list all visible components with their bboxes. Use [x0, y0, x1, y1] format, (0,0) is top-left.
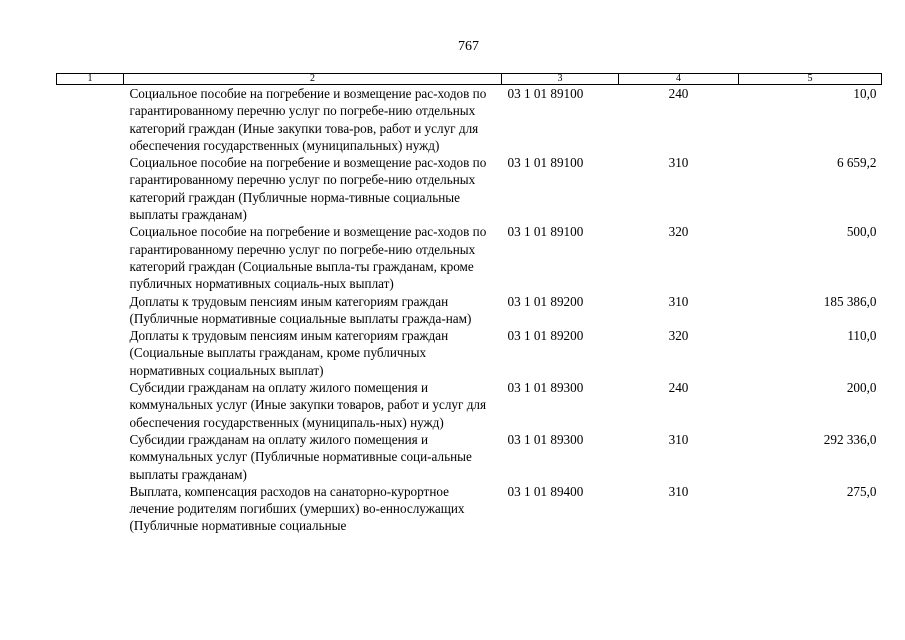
header-col-1: 1 [57, 74, 124, 85]
amount: 110,0 [847, 328, 877, 344]
table-row [57, 223, 882, 292]
expense-name: Социальное пособие на погребение и возмещение рас-ходов по гарантированному перечню услуг по погребе-нию отдельных категорий граждан (Социальные выпла-ты гражданам, кроме публичных нормативных социаль-ных выплат) [129, 224, 487, 292]
header-col-5: 5 [739, 74, 882, 85]
target-code: 03 1 01 89300 [507, 431, 584, 447]
target-code: 03 1 01 89100 [507, 86, 584, 101]
expense-name: Социальное пособие на погребение и возмещение рас-ходов по гарантированному перечню услуг по погребе-нию отдельных категорий граждан (Публичные норма-тивные социальные выплаты гражданам) [129, 155, 487, 223]
target-code: 03 1 01 89200 [507, 293, 584, 309]
expense-type: 240 [668, 380, 689, 396]
header-col-3: 3 [502, 74, 619, 85]
expense-name: Субсидии гражданам на оплату жилого помещения и коммунальных услуг (Иные закупки товаров, работ и услуг для обеспечения государственных (муниципаль-ных) нужд) [129, 380, 487, 430]
expense-type: 310 [668, 293, 689, 309]
expense-name: Социальное пособие на погребение и возмещение рас-ходов по гарантированному перечню услуг по погребе-нию отдельных категорий граждан (Иные закупки това-ров, работ и услуг для обеспечения государственных (муниципальных) нужд) [129, 86, 487, 153]
row-number-cell [57, 223, 124, 292]
expense-name: Выплата, компенсация расходов на санаторно-курортное лечение родителям погибших (умерших) во-еннослужащих (Публичные нормативные социальные [129, 483, 465, 534]
amount: 185 386,0 [823, 293, 877, 309]
budget-table [56, 73, 882, 535]
table-row [57, 327, 882, 379]
target-code: 03 1 01 89100 [507, 224, 584, 240]
expense-name: Доплаты к трудовым пенсиям иным категориям граждан (Социальные выплаты гражданам, кроме публичных нормативных социальных выплат) [129, 328, 449, 378]
expense-name: Доплаты к трудовым пенсиям иным категориям граждан (Публичные нормативные социальные выплаты гражда-нам) [129, 293, 472, 326]
header-col-4: 4 [619, 74, 739, 85]
table-row [57, 431, 882, 483]
target-code: 03 1 01 89200 [507, 328, 584, 344]
row-number-cell [57, 154, 124, 223]
amount: 500,0 [846, 224, 877, 240]
target-code: 03 1 01 89400 [507, 483, 584, 499]
amount: 275,0 [846, 483, 877, 499]
expense-type: 310 [668, 431, 689, 447]
amount: 292 336,0 [823, 431, 877, 447]
row-number-cell [57, 85, 124, 155]
row-number-cell [57, 483, 124, 535]
amount: 10,0 [853, 86, 877, 101]
table-row [57, 85, 882, 155]
table-row [57, 293, 882, 328]
row-number-cell [57, 431, 124, 483]
target-code: 03 1 01 89300 [507, 380, 584, 396]
amount: 200,0 [846, 380, 877, 396]
row-number-cell [57, 293, 124, 328]
expense-type: 310 [668, 155, 689, 171]
header-row [57, 74, 882, 85]
table-row [57, 483, 882, 535]
table-row [57, 379, 882, 431]
expense-name: Субсидии гражданам на оплату жилого помещения и коммунальных услуг (Публичные нормативные соци-альные выплаты гражданам) [129, 431, 472, 482]
expense-type: 320 [668, 328, 689, 344]
page-number: 767 [458, 39, 479, 54]
expense-type: 240 [668, 86, 689, 101]
target-code: 03 1 01 89100 [507, 155, 584, 171]
header-col-2: 2 [124, 74, 502, 85]
expense-type: 320 [668, 224, 689, 240]
row-number-cell [57, 379, 124, 431]
table-row [57, 154, 882, 223]
expense-type: 310 [668, 483, 689, 499]
row-number-cell [57, 327, 124, 379]
amount: 6 659,2 [836, 155, 877, 171]
